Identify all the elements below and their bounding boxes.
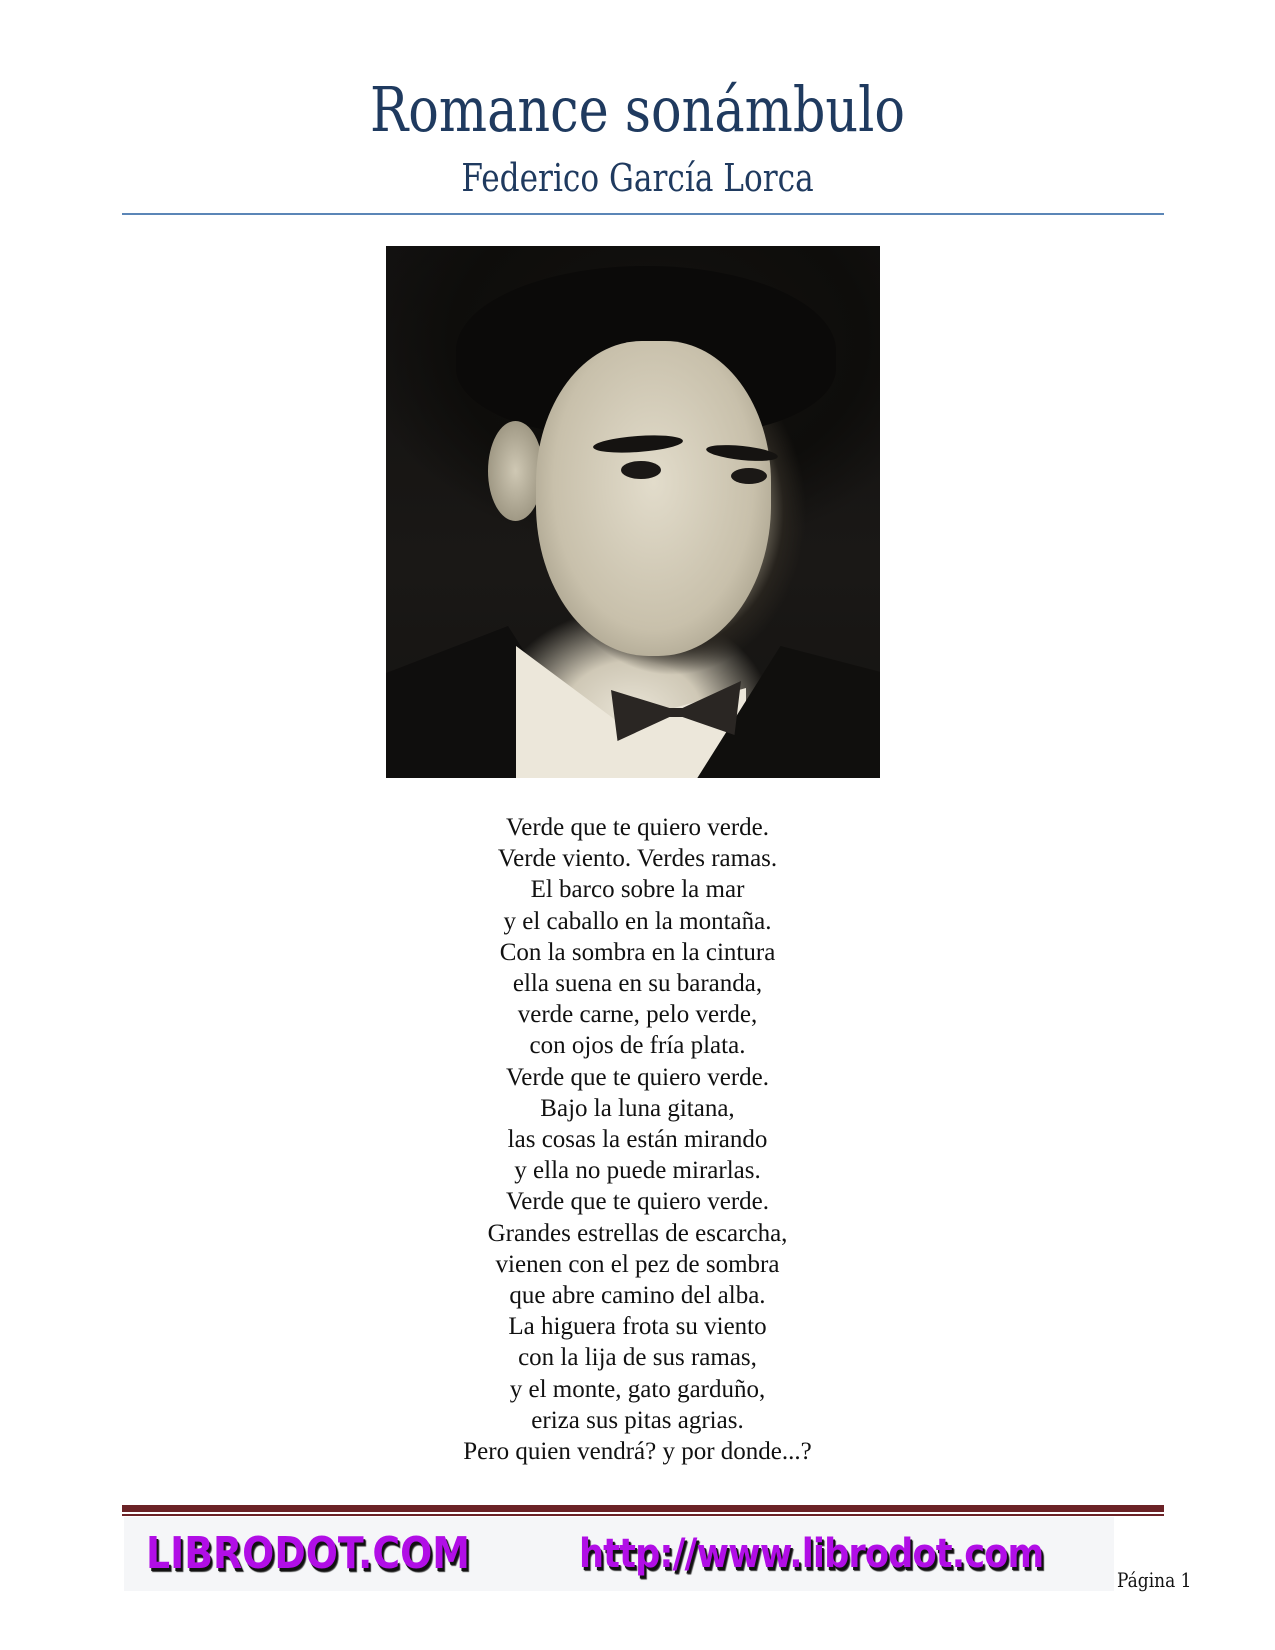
footer-divider-thin: [122, 1514, 1164, 1516]
title-divider: [122, 213, 1164, 215]
poem-line: Verde que te quiero verde.: [505, 1188, 770, 1216]
poem-line: El barco sobre la mar: [530, 876, 745, 904]
poem-line: verde carne, pelo verde,: [517, 1001, 758, 1029]
poem-line: Verde que te quiero verde.: [505, 1063, 770, 1091]
portrait-ear: [488, 421, 543, 521]
poem-line: y el caballo en la montaña.: [503, 907, 772, 935]
banner-site-url: http://www.librodot.com: [579, 1531, 1044, 1577]
poem-line: Pero quien vendrá? y por donde...?: [463, 1438, 812, 1466]
poem-body: [0, 812, 1275, 1467]
librodot-banner: [124, 1517, 1114, 1591]
poem-line: y el monte, gato garduño,: [509, 1375, 766, 1403]
poem-line: vienen con el pez de sombra: [495, 1250, 780, 1278]
poem-line: ella suena en su baranda,: [512, 970, 763, 998]
poem-line: Bajo la luna gitana,: [540, 1094, 735, 1122]
banner-site-name: LIBRODOT.COM: [146, 1528, 470, 1579]
poem-line: con la lija de sus ramas,: [518, 1344, 757, 1372]
poem-line: Verde que te quiero verde.: [505, 814, 770, 841]
portrait-eye-left: [621, 461, 661, 479]
author-portrait: [386, 246, 880, 778]
poem-line: Verde viento. Verdes ramas.: [497, 845, 778, 873]
footer-divider-thick: [122, 1505, 1164, 1512]
poem-line: La higuera frota su viento: [508, 1313, 767, 1341]
poem-line: Con la sombra en la cintura: [499, 938, 776, 966]
portrait-face: [536, 341, 771, 656]
poem-line: con ojos de fría plata.: [529, 1032, 746, 1060]
poem-line: y ella no puede mirarlas.: [514, 1157, 761, 1185]
page-number: Página 1: [1117, 1568, 1192, 1592]
poem-line: eriza sus pitas agrias.: [531, 1406, 744, 1434]
portrait-eye-right: [731, 468, 767, 484]
poem-line: Grandes estrellas de escarcha,: [487, 1219, 788, 1247]
document-title: Romance sonámbulo: [370, 73, 905, 146]
poem-line: que abre camino del alba.: [509, 1282, 766, 1310]
poem-line: las cosas la están mirando: [507, 1126, 768, 1154]
document-author: Federico García Lorca: [461, 156, 814, 200]
